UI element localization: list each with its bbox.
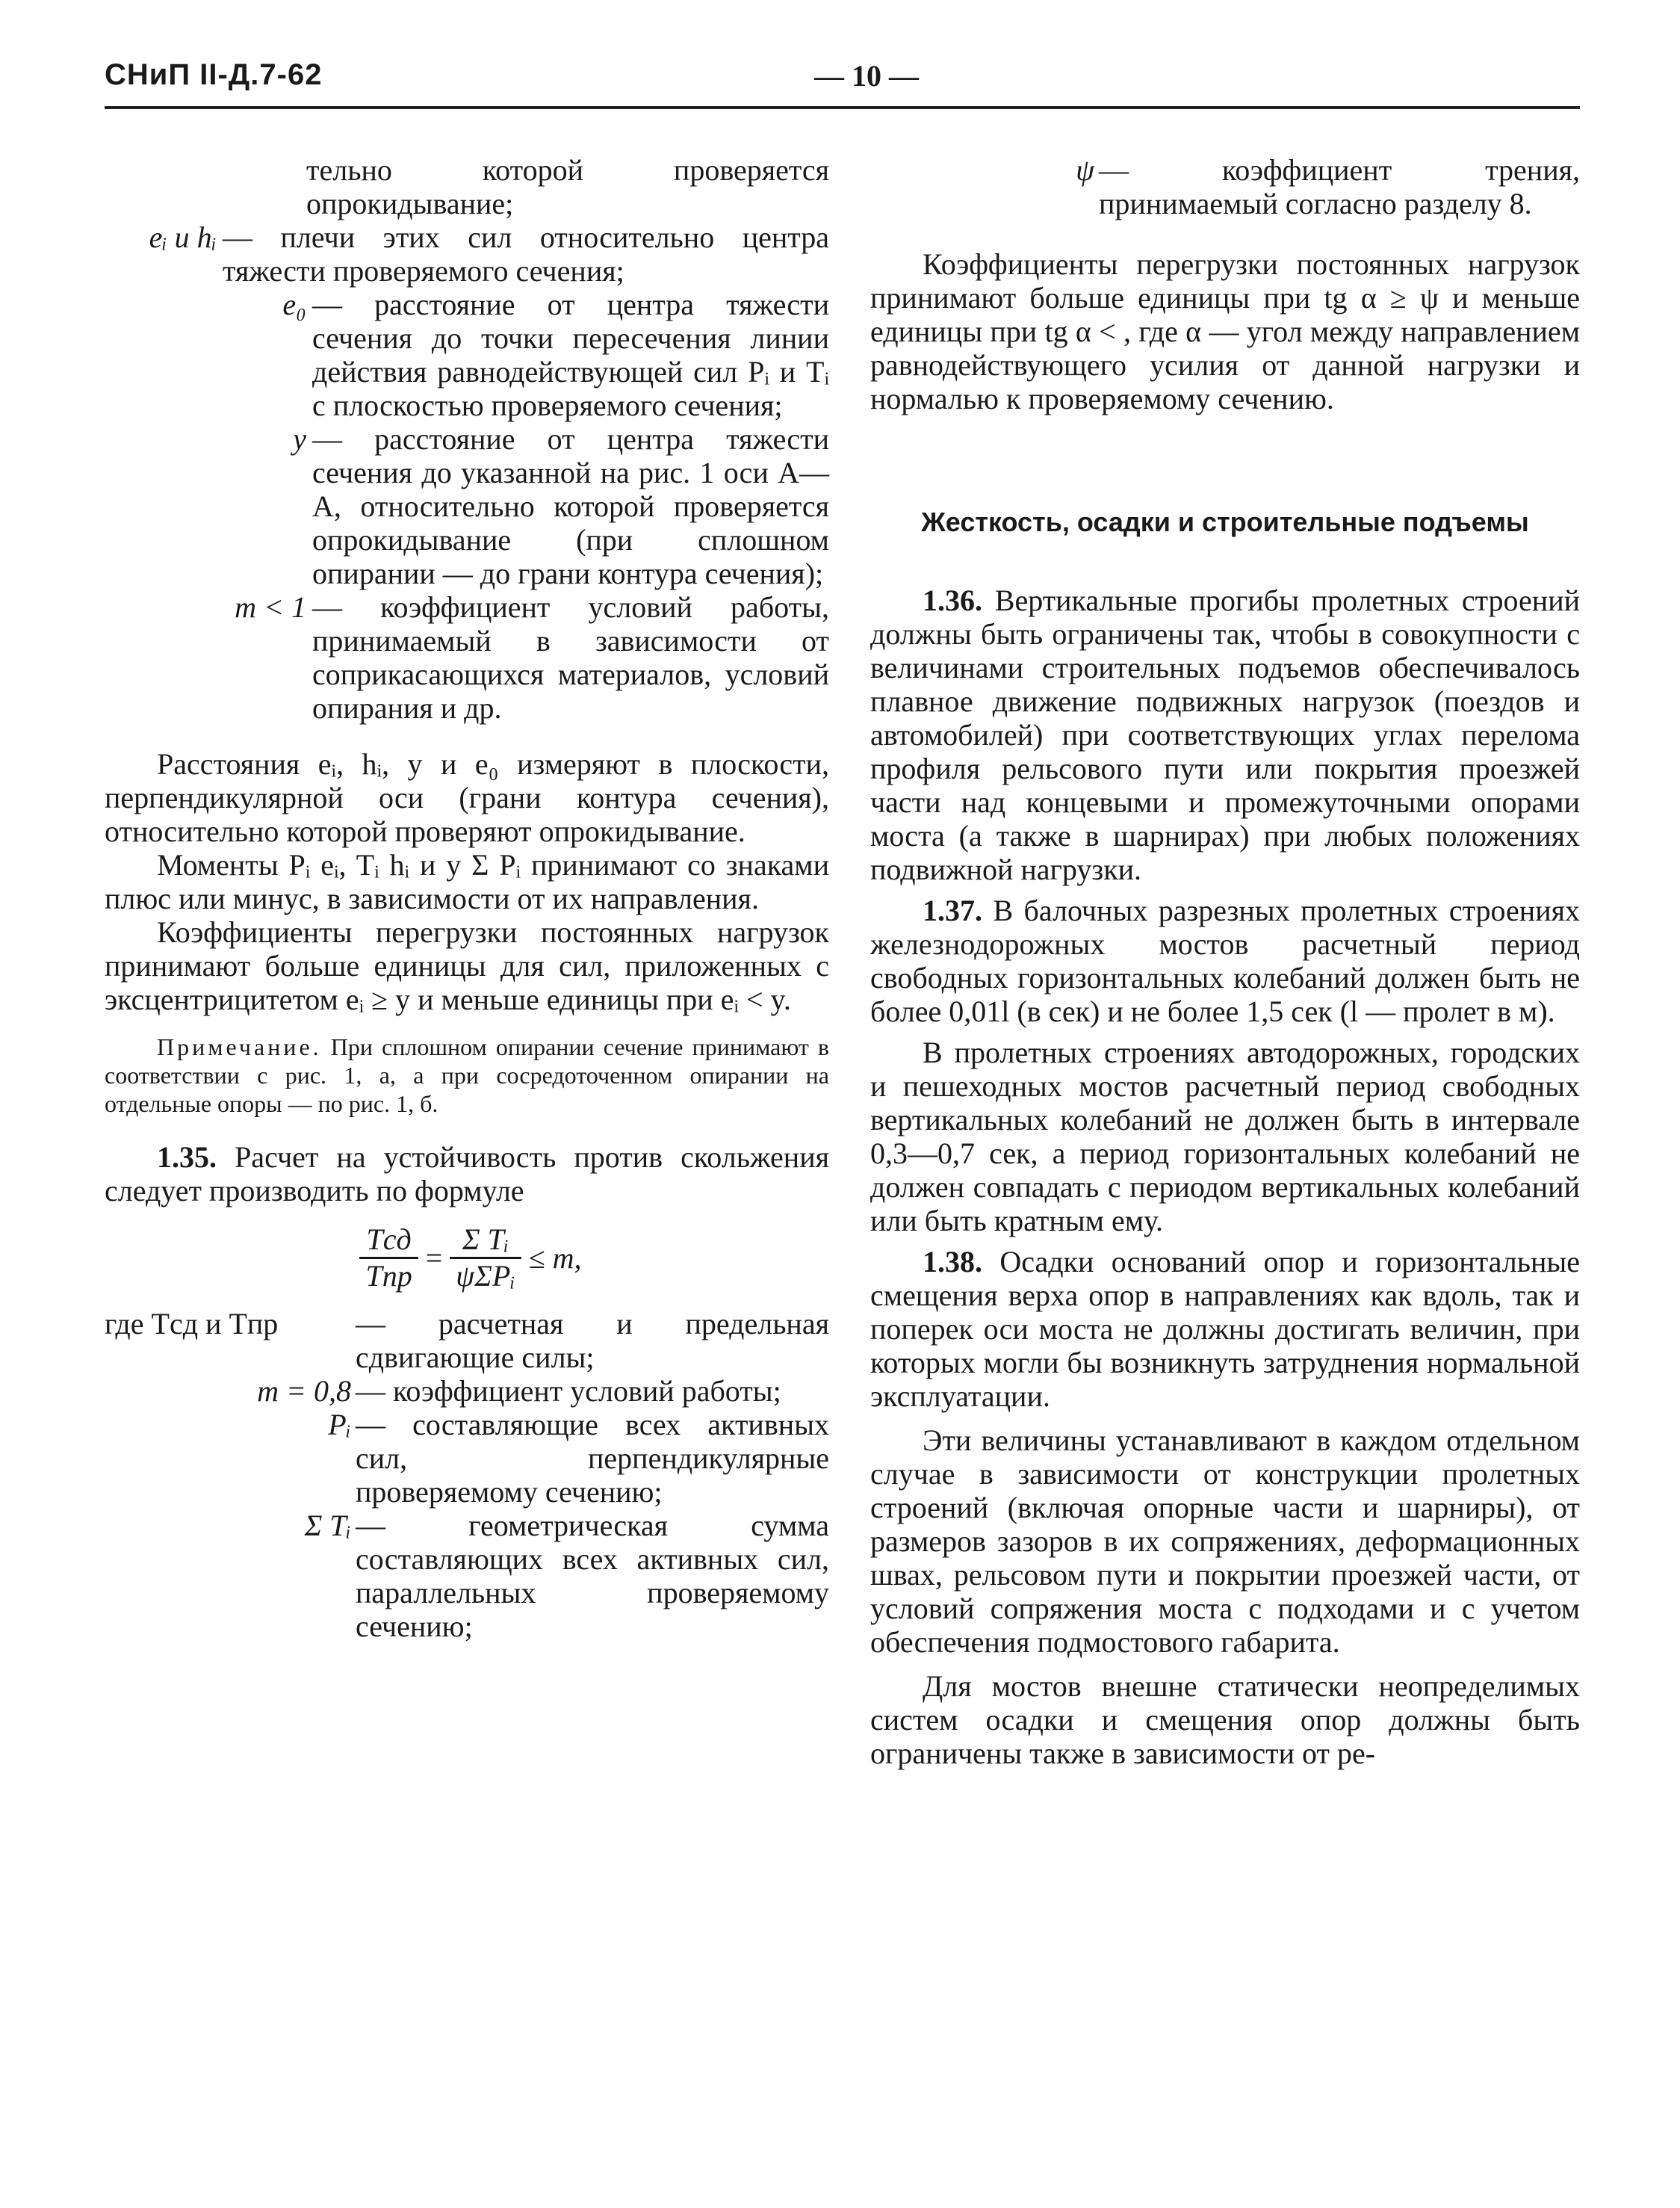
definition-desc: — плечи этих сил относительно центра тяжести проверяемого сечения; xyxy=(223,220,829,288)
definition-desc: — геометрическая сумма составляющих всех активных сил, параллельных проверяемому сечению; xyxy=(356,1509,829,1643)
clause-number: 1.36. xyxy=(923,584,982,617)
definition-item xyxy=(105,1509,829,1643)
definition-term: e₀ xyxy=(282,288,306,321)
definition-item xyxy=(105,1408,829,1509)
formula-tail: ≤ m, xyxy=(528,1241,582,1275)
formula-lhs-fraction xyxy=(359,1222,418,1293)
definition-desc: — расстояние от центра тяжести сечения до указанной на рис. 1 оси A—A, относительно которой проверяется опрокидывание (при сплошном опирании — до грани контура сечения); xyxy=(312,422,829,590)
definition-term: y xyxy=(293,422,306,456)
note xyxy=(105,1033,829,1118)
page-number: — 10 — xyxy=(814,59,919,93)
paragraph: Для мостов внешне статически неопределимых систем осадки и смещения опор должны быть ограничены также в зависимости от ре- xyxy=(870,1669,1580,1770)
paragraph: В пролетных строениях автодорожных, городских и пешеходных мостов расчетный период свободных вертикальных колебаний не должен быть в интервале 0,3—0,7 сек, а период горизонтальных колебаний не должен совпадать с периодом вертикальных колебаний или быть кратным ему. xyxy=(870,1036,1580,1237)
definition-desc: тельно которой проверяется опрокидывание; xyxy=(306,153,829,220)
left-column xyxy=(105,153,829,1643)
definition-item xyxy=(105,1374,829,1408)
definition-term: eᵢ и hᵢ xyxy=(149,220,217,254)
definition-desc: — расчетная и предельная сдвигающие силы; xyxy=(356,1307,829,1374)
page-header xyxy=(105,58,1580,103)
definition-item xyxy=(105,1307,829,1374)
sliding-formula xyxy=(105,1222,829,1293)
clause-number: 1.37. xyxy=(923,894,982,927)
right-column xyxy=(870,153,1580,1770)
paragraph: Расстояния eᵢ, hᵢ, y и e₀ измеряют в плоскости, перпендикулярной оси (грани контура сечения), относительно которой проверяют опрокидывание. xyxy=(105,747,829,848)
formula-lhs-numerator: Tсд xyxy=(366,1222,412,1256)
definitions-top xyxy=(105,153,829,725)
definition-term: Σ Tᵢ xyxy=(304,1509,351,1542)
formula-lhs-denominator: Tпр xyxy=(365,1259,412,1293)
definitions-bottom xyxy=(105,1307,829,1643)
header-rule xyxy=(105,106,1580,109)
definition-term: m = 0,8 xyxy=(257,1374,351,1408)
definition-item xyxy=(105,288,829,422)
definition-item xyxy=(105,590,829,725)
formula-rhs-numerator: Σ Tᵢ xyxy=(462,1222,509,1256)
definition-desc: — коэффициент условий работы, принимаемый в зависимости от соприкасающихся материалов, условий опирания и др. xyxy=(312,590,829,725)
definition-item xyxy=(105,153,829,220)
paragraph: Моменты Pᵢ eᵢ, Tᵢ hᵢ и y Σ Pᵢ принимают со знаками плюс или минус, в зависимости от их направления. xyxy=(105,848,830,915)
formula-rhs-denominator: ψΣPᵢ xyxy=(456,1259,515,1293)
definition-term: Pᵢ xyxy=(328,1408,351,1441)
definition-item xyxy=(105,220,829,288)
paragraph: Эти величины устанавливают в каждом отдельном случае в зависимости от конструкции пролетных строений (включая опорные части и шарниры), от размеров зазоров в их сопряжениях, деформационных швах, рельсовом пути и покрытии проезжей части, от условий сопряжения моста с подходами и с учетом обеспечения подмостового габарита. xyxy=(870,1423,1580,1659)
definition-term: где Tсд и Tпр xyxy=(105,1307,279,1340)
clause-1-37 xyxy=(870,894,1580,1028)
clause-number: 1.35. xyxy=(157,1140,217,1174)
definition-desc: — составляющие всех активных сил, перпендикулярные проверяемому сечению; xyxy=(356,1408,829,1509)
paragraph: Коэффициенты перегрузки постоянных нагрузок принимают больше единицы при tg α ≥ ψ и меньше единицы при tg α < , где α — угол между направлением равнодействующего усилия от данной нагрузки и нормалью к проверяемому сечению. xyxy=(870,247,1580,415)
clause-1-35 xyxy=(105,1140,829,1207)
definition-item xyxy=(105,422,829,590)
document-code: СНиП II-Д.7-62 xyxy=(105,58,323,91)
clause-text: В балочных разрезных пролетных строениях железнодорожных мостов расчетный период свободных горизонтальных колебаний должен быть не более 0,01l (в сек) и не более 1,5 сек (l — пролет в м). xyxy=(870,894,1581,1028)
formula-rhs-fraction xyxy=(450,1222,521,1293)
definition-desc: — коэффициент трения, принимаемый согласно разделу 8. xyxy=(1099,153,1580,220)
clause-1-38 xyxy=(870,1245,1580,1413)
paragraph: Коэффициенты перегрузки постоянных нагрузок принимают больше единицы для сил, приложенных с эксцентрицитетом eᵢ ≥ y и меньше единицы при eᵢ < y. xyxy=(105,915,829,1016)
clause-number: 1.38. xyxy=(923,1245,982,1278)
section-title: Жесткость, осадки и строительные подъемы xyxy=(921,507,1529,537)
clause-text: Осадки оснований опор и горизонтальные смещения верха опор в направлениях как вдоль, так и поперек оси моста не должны достигать величин, при которых могли бы возникнуть затруднения нормальной эксплуатации. xyxy=(870,1245,1581,1413)
definition-term: m < 1 xyxy=(235,590,306,624)
note-text: При сплошном опирании сечение принимают в соответствии с рис. 1, а, а при сосредоточенном опирании на отдельные опоры — по рис. 1, б. xyxy=(105,1033,830,1117)
definition-desc: — расстояние от центра тяжести сечения до точки пересечения линии действия равнодействующей сил Pᵢ и Tᵢ с плоскостью проверяемого сечения; xyxy=(312,288,829,422)
equals-sign: = xyxy=(425,1241,443,1275)
definition-item xyxy=(870,153,1580,220)
clause-text: Вертикальные прогибы пролетных строений должны быть ограничены так, чтобы в совокупности с величинами строительных подъемов обеспечивалось плавное движение подвижных нагрузок (поездов и автомобилей) при соответствующих углах перелома профиля рельсового пути или покрытия проезжей части над концевыми и промежуточными опорами моста (а также в шарнирах) при любых положениях подвижной нагрузки. xyxy=(870,584,1580,886)
clause-1-36 xyxy=(870,584,1580,886)
note-label: Примечание. xyxy=(157,1033,322,1060)
definition-desc: — коэффициент условий работы; xyxy=(356,1374,781,1408)
definition-term: ψ xyxy=(1076,153,1094,187)
clause-text: Расчет на устойчивость против скольжения следует производить по формуле xyxy=(105,1140,830,1207)
